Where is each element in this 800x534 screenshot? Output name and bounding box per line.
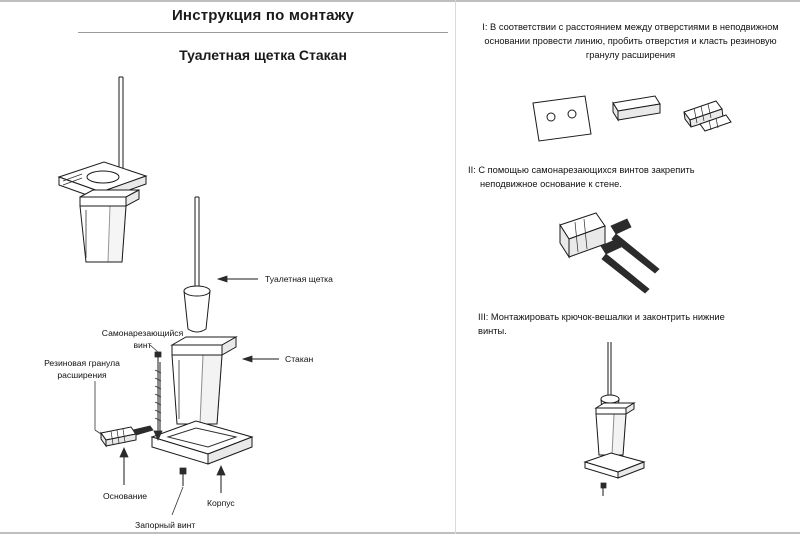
label-lock-screw: Запорный винт (135, 520, 196, 530)
label-cup: Стакан (285, 354, 314, 364)
product-title: Туалетная щетка Стакан (179, 47, 347, 63)
step-1-text: I: В соответствии с расстоянием между отверстиями в неподвижном основании провести линию, пробить отверстия и класть резиновую гранулу расширения (482, 22, 779, 60)
step-3-line-1: III: Монтажировать крючок-вешалки и законтрить (478, 312, 691, 322)
label-base: Основание (103, 491, 148, 501)
label-self-tapping-screw: Самонарезающийся винт (101, 328, 184, 350)
step-2-line-1: II: С помощью самонарезающихся винтов закрепить (468, 165, 695, 175)
step-3-line-2: нижние винты. (478, 312, 725, 336)
label-body: Корпус (207, 498, 235, 508)
page-title: Инструкция по монтажу (171, 7, 355, 24)
label-rubber-granule: Резиновая гранула расширения (44, 358, 120, 380)
step-2-line-2: неподвижное основание к стене. (480, 179, 622, 189)
label-brush: Туалетная щетка (265, 274, 333, 284)
